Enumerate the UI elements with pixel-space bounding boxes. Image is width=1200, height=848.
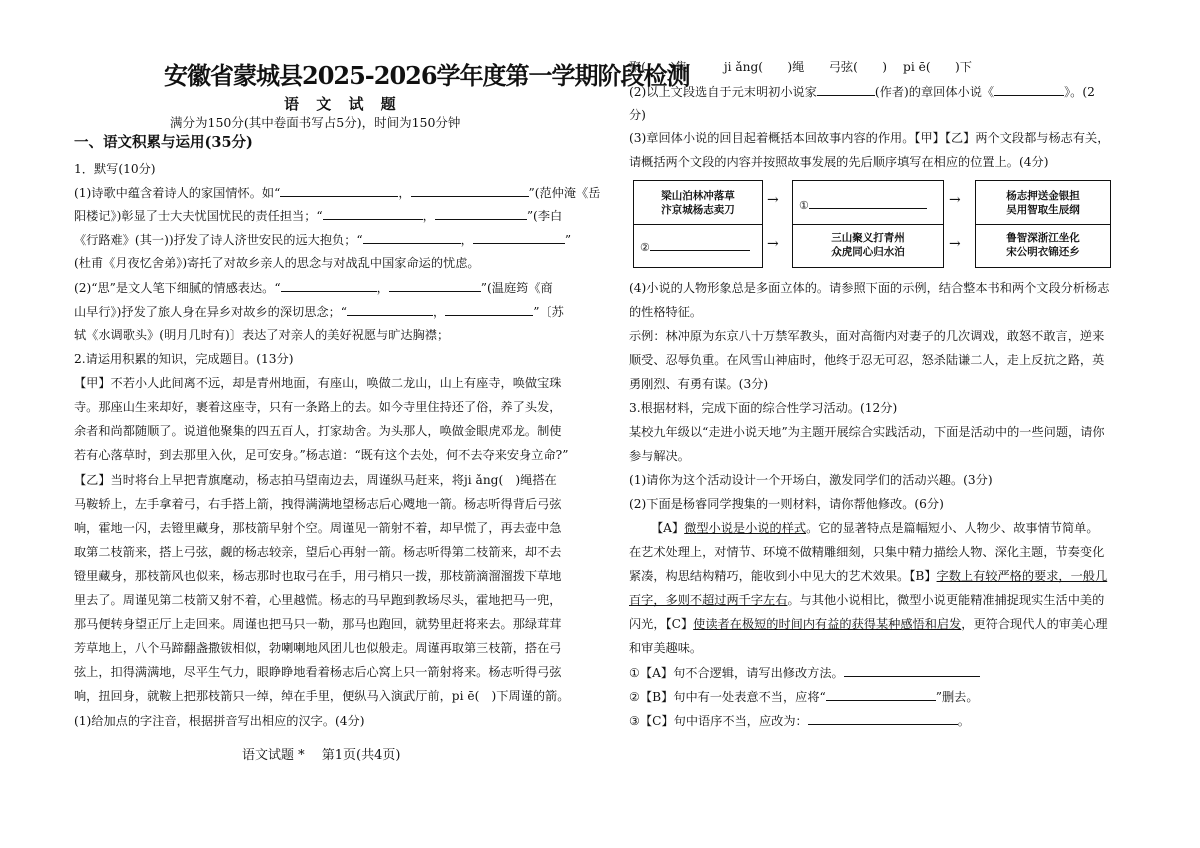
chapter-box-left [633,180,763,268]
chapter-title: 杨志押送金银担 吴用智取生辰纲 [1006,190,1080,216]
answer-blank[interactable] [808,711,958,725]
q1-text: 阳楼记》)彰显了士大夫忧国忧民的责任担当；“ [74,209,323,223]
q2-2-text: 》。(2 [1064,85,1095,99]
subq-c [629,711,970,730]
q1-text: ” [564,233,572,247]
passage-yi-line: 弦上，扣得满满地，尽平生气力，眼睁睁地看着杨志后心窝上只一箭射将来。杨志听得弓弦 [74,665,562,679]
q1-line: (杜甫《月夜忆舍弟》)寄托了对故乡亲人的思念与对战乱中国家命运的忧虑。 [74,256,480,270]
q1-line [74,206,562,225]
passage-jia-line: 余者和尚都随顺了。说道他聚集的四五百人，打家劫舍。为头那人，唤做金眼虎邓龙。制使 [74,424,562,438]
q3-2-prompt: (2)下面是杨睿同学搜集的一则材料，请你帮他修改。(6分) [629,497,944,511]
sentence-c: 使读者在极短的时间内有益的获得某种感悟和启发 [693,617,962,631]
answer-blank[interactable] [281,278,377,292]
q1-text: 《行路难》(其一))抒发了诗人济世安民的远大抱负；“ [74,233,363,247]
q1-text: ， [376,281,389,295]
arrow-right-icon: → [949,192,961,208]
q1-text: ， [398,186,411,200]
q2-2-text: (2)以上文段选自于元末明初小说家 [629,85,817,99]
passage-jia-line: 【甲】不若小人此间离不远，却是青州地面，有座山，唤做二龙山，山上有座寺，唤做宝珠 [74,376,562,390]
page-title: 安徽省蒙城县2025-2026学年度第一学期阶段检测 [164,61,690,90]
sentence-b: 字数上有较严格的要求，一般几 [936,569,1108,583]
material-text: 紧凑，构思结构精巧，能收到小中见大的艺术效果。【B】 [629,569,937,583]
material-line [629,591,1104,609]
q1-text: ”(范仲淹《岳 [528,186,601,200]
q2-1-prompt: (1)给加点的字注音，根据拼音写出相应的汉字。(4分) [74,714,365,728]
answer-blank[interactable] [844,663,980,677]
box-divider [634,224,762,225]
subq-text: ③【C】句中语序不当，应改为： [629,714,808,728]
passage-yi-line: 那马便转身望正厅上走回来。周谨也把马只一勒，那马也跑回，就势里赶将来去。那绿茸茸 [74,617,562,631]
material-line [629,615,1108,633]
passage-yi-line: 芳草地上，八个马蹄翻盏撒钹相似，勃喇喇地风团儿也似般走。周谨再取第三枝箭，搭在弓 [74,641,562,655]
subq-b [629,687,979,706]
q1-line [74,230,571,249]
answer-blank[interactable] [650,237,750,251]
answer-blank[interactable] [826,687,936,701]
sentence-a: 微型小说是小说的样式 [684,521,807,535]
arrow-right-icon: → [949,236,961,252]
subq-a [629,663,980,682]
chapter-title: 鲁智深浙江坐化 宋公明衣锦还乡 [1006,232,1080,258]
q3-line: 某校九年级以“走进小说天地”为主题开展综合实践活动，下面是活动中的一些问题，请你 [629,425,1105,439]
answer-blank[interactable] [389,278,481,292]
answer-blank[interactable] [809,195,927,209]
arrow-right-icon: → [767,192,779,208]
subq-text: ①【A】句不合逻辑，请写出修改方法。 [629,666,844,680]
q3-heading: 3.根据材料，完成下面的综合性学习活动。(12分) [629,401,898,415]
q1-text: (1)诗歌中蕴含着诗人的家国情怀。如“ [74,186,281,200]
q2-4-line: 的性格特征。 [629,305,703,319]
material-text: ，更符合现代人的审美心理 [961,617,1108,631]
answer-blank[interactable] [445,302,533,316]
answer-blank[interactable] [435,206,527,220]
chapter-title: 三山聚义打青州 众虎同心归水泊 [831,232,905,258]
q1-text: 山早行》)抒发了旅人身在异乡对故乡的深切思念；“ [74,305,348,319]
example-line: 顺受、忍辱负重。在风雪山神庙时，他终于忍无可忍，怒杀陆谦二人，走上反抗之路，英 [629,353,1105,367]
q2-3-line: 请概括两个文段的内容并按照故事发展的先后顺序填写在相应的位置上。(4分) [629,155,1049,169]
q2-3-line: (3)章回体小说的回目起着概括本回故事内容的作用。【甲】【乙】两个文段都与杨志有关， [629,131,1110,145]
passage-yi-line: 马鞍轿上，左手拿着弓，右手搭上箭，拽得满满地望杨志后心飕地一箭。杨志听得背后弓弦 [74,497,562,511]
answer-blank[interactable] [473,230,565,244]
page-footer: 语文试题 * 第1页(共4页) [242,748,401,763]
score-info: 满分为150分(其中卷面书写占5分)，时间为150分钟 [170,115,461,130]
q1-line [74,278,553,297]
q1-text: ”〔苏 [533,305,564,319]
answer-blank[interactable] [363,230,461,244]
arrow-right-icon: → [767,236,779,252]
q1-text: (2)“思”是文人笔下细腻的情感表达。“ [74,281,281,295]
example-line: 示例：林冲原为东京八十万禁军教头，面对高衙内对妻子的几次调戏，敢怒不敢言，逆来 [629,329,1105,343]
section-heading: 一、语文积累与运用(35分) [74,134,253,151]
q1-text: ， [460,233,473,247]
passage-jia-line: 若有心落草时，到去那里入伙，足可安身。”杨志道：“既有这个去处，何不去夺来安身立命?” [74,448,569,462]
novel-blank[interactable] [994,82,1064,96]
q2-4-line: (4)小说的人物形象总是多面立体的。请参照下面的示例，结合整本书和两个文段分析杨志 [629,281,1110,295]
answer-slot-2[interactable] [640,237,762,254]
author-blank[interactable] [817,82,875,96]
passage-yi-line: 响，扭回身，就鞍上把那枝箭只一绰，绰在手里，便纵马入演武厅前，pi ē( )下周谨的箭。 [74,689,570,703]
q2-heading: 2.请运用积累的知识，完成题目。(13分) [74,352,294,366]
example-line: 勇刚烈、有勇有谋。(3分) [629,377,769,391]
q2-2-text: (作者)的章回体小说《 [874,85,995,99]
label-a: 【A】 [651,521,685,535]
passage-jia-line: 寺。那座山生来却好，裹着这座寺，只有一条路上的去。如今寺里住持还了俗，养了头发， [74,400,562,414]
passage-yi-line: 【乙】当时将台上早把青旗麾动，杨志拍马望南边去，周谨纵马赶来，将ji ǎng( )绳搭在 [74,473,557,487]
q1-line [74,302,564,321]
chapter-box-right [975,180,1111,268]
answer-slot-1[interactable] [799,195,943,212]
chapter-box-middle [792,180,944,268]
chapter-title: 梁山泊林冲落草 汴京城杨志卖刀 [661,190,735,216]
box-divider [976,224,1110,225]
answer-blank[interactable] [280,183,398,197]
subq-text: ②【B】句中有一处表意不当，应将“ [629,690,826,704]
material-line [629,567,1107,585]
passage-yi-line: 取第二枝箭来，搭上弓弦，觑的杨志较亲，望后心再射一箭。杨志听得第二枝箭来，却不去 [74,545,562,559]
slot-label: ② [640,241,650,254]
q3-line: 参与解决。 [629,449,690,463]
q2-2-line [629,82,1095,101]
label-c: 闪光，【C】 [629,617,694,631]
q1-line: 轼《水调歌头》(明月几时有)〕表达了对亲人的美好祝愿与旷达胸襟； [74,328,450,342]
pinyin-line: 聚( )集 ji ǎng( )绳 弓弦( ) pi ē( )下 [629,60,972,74]
q2-2-line: 分) [629,108,646,122]
subq-text: 。 [957,714,970,728]
material-text: 。它的显著特点是篇幅短小、人物少、故事情节简单。 [806,521,1099,535]
q1-text: ”(温庭筠《商 [480,281,553,295]
answer-blank[interactable] [411,183,529,197]
material-line: 在艺术处理上，对情节、环境不做精雕细刻，只集中精力描绘人物、深化主题，节奏变化 [629,545,1105,559]
box-divider [793,224,943,225]
subq-text: ”删去。 [935,690,979,704]
q3-1-prompt: (1)请你为这个活动设计一个开场白，激发同学们的活动兴趣。(3分) [629,473,993,487]
q1-text: ”(李白 [526,209,563,223]
passage-yi-line: 里去了。周谨见第二枝箭又射不着，心里越慌。杨志的马早跑到教场尽头，霍地把马一兜， [74,593,562,607]
answer-blank[interactable] [347,302,433,316]
answer-blank[interactable] [323,206,423,220]
material-line: 和审美趣味。 [629,641,703,655]
material-line [651,519,1099,537]
q1-text: ， [433,305,446,319]
sentence-b: 百字，多则不超过两千字左右 [629,593,788,607]
q1-text: ， [422,209,435,223]
paper-subtitle: 语 文 试 题 [284,95,402,113]
passage-yi-line: 响，霍地一闪，去镫里藏身，那枝箭早射个空。周谨见一箭射不着，却早慌了，再去壶中急 [74,521,562,535]
q1-line [74,183,600,202]
material-text: 。与其他小说相比，微型小说更能精准捕捉现实生活中美的 [787,593,1105,607]
q1-heading: 1．默写(10分) [74,162,156,176]
slot-label: ① [799,199,809,212]
passage-yi-line: 镫里藏身，那枝箭风也似来，杨志那时也取弓在手，用弓梢只一拨，那枝箭滴溜溜拨下草地 [74,569,562,583]
